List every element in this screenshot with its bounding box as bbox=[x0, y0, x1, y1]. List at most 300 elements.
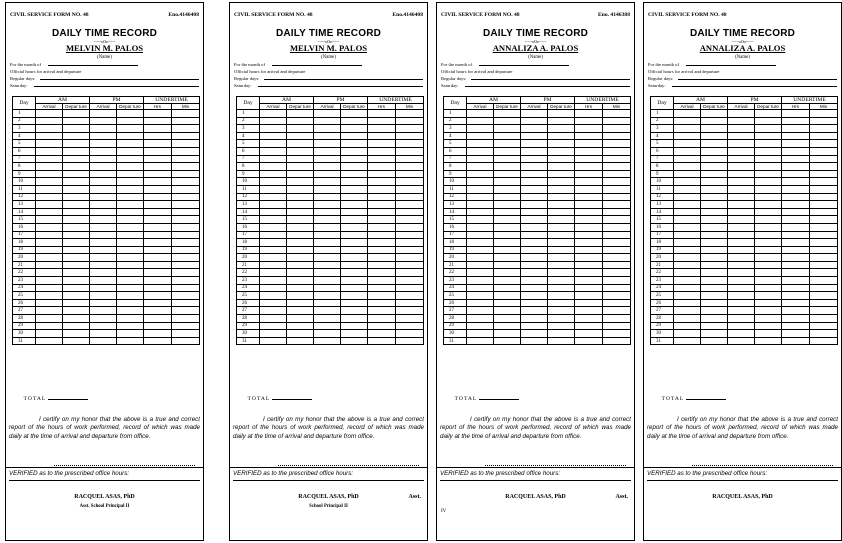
time-cell bbox=[117, 155, 144, 163]
time-cell bbox=[755, 315, 782, 323]
table-row bbox=[13, 299, 200, 307]
time-cell bbox=[144, 216, 172, 224]
time-cell bbox=[314, 155, 341, 163]
month-field bbox=[648, 62, 837, 67]
day-number: 30 bbox=[651, 330, 674, 338]
time-cell bbox=[494, 185, 521, 193]
table-row bbox=[444, 277, 631, 285]
time-cell bbox=[548, 140, 575, 148]
undertime-minutes-header: Min bbox=[396, 104, 424, 110]
table-row bbox=[237, 322, 424, 330]
time-cell bbox=[63, 223, 90, 231]
time-cell bbox=[701, 147, 728, 155]
day-number: 26 bbox=[651, 299, 674, 307]
time-cell bbox=[782, 337, 810, 345]
time-cell bbox=[172, 254, 200, 262]
time-cell bbox=[314, 223, 341, 231]
time-cell bbox=[494, 337, 521, 345]
time-cell bbox=[341, 163, 368, 171]
month-label: For the month of bbox=[648, 62, 680, 67]
time-cell bbox=[782, 178, 810, 186]
regular-days-label: Regular days: bbox=[648, 76, 674, 81]
time-cell bbox=[36, 269, 63, 277]
time-cell bbox=[144, 132, 172, 140]
time-cell bbox=[63, 330, 90, 338]
time-cell bbox=[674, 155, 701, 163]
time-cell bbox=[63, 337, 90, 345]
time-cell bbox=[287, 261, 314, 269]
time-cell bbox=[287, 155, 314, 163]
table-row bbox=[237, 147, 424, 155]
time-cell bbox=[494, 132, 521, 140]
time-cell bbox=[287, 170, 314, 178]
table-row bbox=[237, 284, 424, 292]
time-cell bbox=[521, 337, 548, 345]
time-cell bbox=[701, 315, 728, 323]
day-number: 3 bbox=[13, 125, 36, 133]
table-row bbox=[237, 178, 424, 186]
day-number: 11 bbox=[651, 185, 674, 193]
time-cell bbox=[467, 284, 494, 292]
time-cell bbox=[396, 284, 424, 292]
time-cell bbox=[63, 193, 90, 201]
time-cell bbox=[396, 246, 424, 254]
am-departure-header: Depar ture bbox=[63, 104, 90, 110]
day-number: 27 bbox=[237, 307, 260, 315]
table-row bbox=[444, 132, 631, 140]
day-number: 17 bbox=[237, 231, 260, 239]
time-cell bbox=[701, 110, 728, 118]
day-number: 4 bbox=[13, 132, 36, 140]
time-cell bbox=[63, 170, 90, 178]
day-number: 9 bbox=[651, 170, 674, 178]
name-caption: (Name) bbox=[97, 55, 112, 60]
time-cell bbox=[494, 178, 521, 186]
saturday-field bbox=[648, 83, 837, 88]
time-cell bbox=[674, 208, 701, 216]
time-cell bbox=[674, 110, 701, 118]
time-cell bbox=[728, 193, 755, 201]
time-cell bbox=[314, 231, 341, 239]
time-cell bbox=[728, 185, 755, 193]
time-cell bbox=[575, 322, 603, 330]
signer-position: School Principal II bbox=[309, 504, 348, 509]
time-cell bbox=[467, 117, 494, 125]
time-cell bbox=[755, 178, 782, 186]
table-row bbox=[13, 163, 200, 171]
pm-arrival-header: Arrival bbox=[90, 104, 117, 110]
day-number: 23 bbox=[237, 277, 260, 285]
time-cell bbox=[467, 337, 494, 345]
time-cell bbox=[674, 178, 701, 186]
time-cell bbox=[782, 246, 810, 254]
time-cell bbox=[782, 170, 810, 178]
time-cell bbox=[287, 254, 314, 262]
time-cell bbox=[172, 261, 200, 269]
day-number: 8 bbox=[13, 163, 36, 171]
time-cell bbox=[368, 330, 396, 338]
month-line bbox=[686, 65, 776, 66]
time-cell bbox=[260, 117, 287, 125]
time-cell bbox=[755, 163, 782, 171]
time-cell bbox=[90, 284, 117, 292]
time-cell bbox=[172, 193, 200, 201]
time-cell bbox=[287, 277, 314, 285]
signer-name: RACQUEL ASAS, PhD bbox=[505, 494, 566, 500]
time-cell bbox=[287, 110, 314, 118]
saturday-line bbox=[258, 86, 423, 87]
day-number: 28 bbox=[237, 315, 260, 323]
signer-asst: Asst. bbox=[615, 494, 628, 500]
time-cell bbox=[701, 292, 728, 300]
time-cell bbox=[314, 117, 341, 125]
time-cell bbox=[728, 147, 755, 155]
table-row bbox=[13, 277, 200, 285]
undertime-hours-header: Hrs bbox=[782, 104, 810, 110]
day-number: 3 bbox=[237, 125, 260, 133]
time-cell bbox=[755, 216, 782, 224]
footer-mark: IV bbox=[441, 509, 447, 514]
time-cell bbox=[728, 223, 755, 231]
table-row bbox=[444, 337, 631, 345]
day-number: 21 bbox=[651, 261, 674, 269]
regular-days-line bbox=[471, 79, 630, 80]
time-cell bbox=[314, 284, 341, 292]
total-label: TOTAL bbox=[23, 396, 47, 402]
time-cell bbox=[755, 322, 782, 330]
table-row bbox=[651, 337, 838, 345]
time-cell bbox=[63, 208, 90, 216]
time-cell bbox=[172, 201, 200, 209]
table-row bbox=[237, 307, 424, 315]
time-cell bbox=[117, 208, 144, 216]
time-cell bbox=[36, 178, 63, 186]
undertime-minutes-header: Min bbox=[810, 104, 838, 110]
time-cell bbox=[314, 330, 341, 338]
time-cell bbox=[341, 216, 368, 224]
time-cell bbox=[314, 277, 341, 285]
official-hours-label: Official hours for arrival and departure bbox=[234, 69, 306, 74]
time-cell bbox=[396, 322, 424, 330]
time-cell bbox=[755, 292, 782, 300]
time-cell bbox=[368, 246, 396, 254]
time-cell bbox=[36, 223, 63, 231]
time-cell bbox=[494, 201, 521, 209]
time-cell bbox=[36, 239, 63, 247]
day-header: Day bbox=[444, 97, 467, 110]
saturday-field bbox=[10, 83, 199, 88]
verified-line bbox=[440, 480, 631, 481]
time-cell bbox=[782, 125, 810, 133]
day-number: 8 bbox=[237, 163, 260, 171]
day-number: 6 bbox=[651, 147, 674, 155]
day-number: 11 bbox=[237, 185, 260, 193]
table-row bbox=[444, 223, 631, 231]
time-cell bbox=[314, 178, 341, 186]
day-number: 6 bbox=[237, 147, 260, 155]
time-cell bbox=[341, 140, 368, 148]
time-cell bbox=[396, 315, 424, 323]
time-cell bbox=[260, 239, 287, 247]
time-cell bbox=[810, 254, 838, 262]
table-body bbox=[651, 110, 838, 345]
time-cell bbox=[314, 140, 341, 148]
time-cell bbox=[494, 299, 521, 307]
table-row bbox=[651, 208, 838, 216]
total-label: TOTAL bbox=[247, 396, 271, 402]
table-row bbox=[13, 185, 200, 193]
time-cell bbox=[467, 292, 494, 300]
time-cell bbox=[467, 231, 494, 239]
time-cell bbox=[368, 110, 396, 118]
time-cell bbox=[575, 163, 603, 171]
table-row bbox=[237, 117, 424, 125]
time-cell bbox=[782, 261, 810, 269]
time-cell bbox=[674, 269, 701, 277]
time-cell bbox=[287, 147, 314, 155]
time-cell bbox=[144, 185, 172, 193]
time-cell bbox=[603, 284, 631, 292]
time-cell bbox=[144, 277, 172, 285]
time-cell bbox=[521, 170, 548, 178]
table-row bbox=[651, 322, 838, 330]
time-cell bbox=[782, 315, 810, 323]
time-cell bbox=[603, 110, 631, 118]
time-cell bbox=[117, 185, 144, 193]
time-cell bbox=[810, 155, 838, 163]
time-cell bbox=[172, 239, 200, 247]
time-cell bbox=[548, 125, 575, 133]
time-cell bbox=[467, 330, 494, 338]
time-cell bbox=[494, 254, 521, 262]
time-cell bbox=[701, 330, 728, 338]
time-cell bbox=[674, 231, 701, 239]
time-cell bbox=[728, 140, 755, 148]
time-cell bbox=[674, 185, 701, 193]
dtr-form-3 bbox=[436, 2, 635, 541]
time-cell bbox=[90, 322, 117, 330]
time-cell bbox=[603, 269, 631, 277]
regular-days-label: Regular days: bbox=[10, 76, 36, 81]
day-number: 6 bbox=[444, 147, 467, 155]
time-cell bbox=[521, 110, 548, 118]
time-cell bbox=[782, 299, 810, 307]
table-row bbox=[444, 299, 631, 307]
time-cell bbox=[521, 299, 548, 307]
time-cell bbox=[603, 292, 631, 300]
time-cell bbox=[260, 269, 287, 277]
time-cell bbox=[548, 147, 575, 155]
table-row bbox=[237, 201, 424, 209]
day-number: 20 bbox=[237, 254, 260, 262]
am-header: AM bbox=[467, 97, 521, 104]
time-cell bbox=[575, 193, 603, 201]
time-cell bbox=[701, 163, 728, 171]
time-cell bbox=[810, 322, 838, 330]
month-line bbox=[272, 65, 362, 66]
time-cell bbox=[810, 299, 838, 307]
time-cell bbox=[368, 239, 396, 247]
time-cell bbox=[521, 284, 548, 292]
time-cell bbox=[782, 147, 810, 155]
time-cell bbox=[603, 307, 631, 315]
am-departure-header: Depar ture bbox=[287, 104, 314, 110]
time-cell bbox=[117, 269, 144, 277]
time-cell bbox=[117, 239, 144, 247]
day-number: 24 bbox=[444, 284, 467, 292]
time-cell bbox=[575, 147, 603, 155]
time-cell bbox=[728, 201, 755, 209]
time-cell bbox=[172, 132, 200, 140]
table-row bbox=[444, 147, 631, 155]
day-number: 7 bbox=[444, 155, 467, 163]
time-cell bbox=[575, 185, 603, 193]
day-header: Day bbox=[237, 97, 260, 110]
time-cell bbox=[575, 155, 603, 163]
time-cell bbox=[467, 269, 494, 277]
time-cell bbox=[90, 193, 117, 201]
time-cell bbox=[144, 155, 172, 163]
day-number: 29 bbox=[651, 322, 674, 330]
saturday-label: Saturday: bbox=[648, 83, 666, 88]
time-cell bbox=[548, 337, 575, 345]
time-cell bbox=[728, 216, 755, 224]
time-cell bbox=[260, 307, 287, 315]
time-cell bbox=[467, 208, 494, 216]
day-number: 21 bbox=[13, 261, 36, 269]
day-number: 17 bbox=[651, 231, 674, 239]
official-hours-label: Official hours for arrival and departure bbox=[10, 69, 82, 74]
table-row bbox=[444, 292, 631, 300]
time-cell bbox=[36, 322, 63, 330]
time-cell bbox=[701, 155, 728, 163]
time-cell bbox=[117, 110, 144, 118]
time-cell bbox=[36, 337, 63, 345]
time-cell bbox=[521, 231, 548, 239]
time-cell bbox=[575, 223, 603, 231]
time-cell bbox=[674, 239, 701, 247]
table-row bbox=[237, 254, 424, 262]
time-cell bbox=[755, 117, 782, 125]
time-cell bbox=[782, 193, 810, 201]
time-cell bbox=[144, 223, 172, 231]
time-cell bbox=[90, 147, 117, 155]
time-cell bbox=[172, 185, 200, 193]
total-label: TOTAL bbox=[661, 396, 685, 402]
day-number: 14 bbox=[13, 208, 36, 216]
official-hours-field bbox=[648, 69, 837, 74]
table-row bbox=[13, 315, 200, 323]
table-row bbox=[237, 140, 424, 148]
table-row bbox=[13, 125, 200, 133]
form-header-line bbox=[441, 12, 630, 22]
time-cell bbox=[287, 201, 314, 209]
form-title: DAILY TIME RECORD bbox=[482, 28, 589, 39]
time-cell bbox=[701, 246, 728, 254]
time-cell bbox=[810, 337, 838, 345]
time-cell bbox=[575, 269, 603, 277]
table-row bbox=[651, 110, 838, 118]
time-cell bbox=[172, 163, 200, 171]
time-cell bbox=[36, 231, 63, 239]
day-number: 1 bbox=[444, 110, 467, 118]
regular-days-field bbox=[648, 76, 837, 81]
time-cell bbox=[144, 147, 172, 155]
time-cell bbox=[144, 117, 172, 125]
table-row bbox=[237, 155, 424, 163]
time-cell bbox=[287, 125, 314, 133]
table-row bbox=[651, 193, 838, 201]
name-caption: (Name) bbox=[528, 55, 543, 60]
time-cell bbox=[782, 254, 810, 262]
time-cell bbox=[755, 239, 782, 247]
day-number: 29 bbox=[13, 322, 36, 330]
time-cell bbox=[36, 330, 63, 338]
time-cell bbox=[810, 170, 838, 178]
dtr-form-2 bbox=[229, 2, 428, 541]
time-cell bbox=[63, 307, 90, 315]
time-cell bbox=[396, 269, 424, 277]
day-number: 20 bbox=[13, 254, 36, 262]
day-number: 21 bbox=[444, 261, 467, 269]
time-cell bbox=[701, 193, 728, 201]
day-number: 24 bbox=[13, 284, 36, 292]
time-cell bbox=[341, 193, 368, 201]
time-cell bbox=[782, 322, 810, 330]
time-cell bbox=[341, 117, 368, 125]
time-cell bbox=[90, 208, 117, 216]
time-cell bbox=[260, 110, 287, 118]
table-body bbox=[13, 110, 200, 345]
section-divider bbox=[644, 467, 841, 468]
regular-days-line bbox=[264, 79, 423, 80]
time-cell bbox=[144, 178, 172, 186]
day-number: 5 bbox=[13, 140, 36, 148]
time-cell bbox=[728, 117, 755, 125]
time-cell bbox=[396, 193, 424, 201]
day-number: 19 bbox=[651, 246, 674, 254]
time-cell bbox=[396, 132, 424, 140]
name-caption: (Name) bbox=[321, 55, 336, 60]
table-row bbox=[444, 193, 631, 201]
day-number: 19 bbox=[237, 246, 260, 254]
time-cell bbox=[90, 178, 117, 186]
time-cell bbox=[36, 125, 63, 133]
time-cell bbox=[521, 185, 548, 193]
time-cell bbox=[782, 284, 810, 292]
time-cell bbox=[755, 147, 782, 155]
time-cell bbox=[63, 185, 90, 193]
time-cell bbox=[521, 216, 548, 224]
day-number: 4 bbox=[651, 132, 674, 140]
time-cell bbox=[494, 330, 521, 338]
pm-arrival-header: Arrival bbox=[521, 104, 548, 110]
time-cell bbox=[467, 170, 494, 178]
time-cell bbox=[36, 185, 63, 193]
time-cell bbox=[368, 223, 396, 231]
time-cell bbox=[117, 140, 144, 148]
time-cell bbox=[548, 261, 575, 269]
time-cell bbox=[674, 292, 701, 300]
time-cell bbox=[674, 147, 701, 155]
time-cell bbox=[521, 254, 548, 262]
time-cell bbox=[314, 147, 341, 155]
pm-arrival-header: Arrival bbox=[314, 104, 341, 110]
time-cell bbox=[575, 132, 603, 140]
signer-block bbox=[437, 494, 634, 504]
day-number: 18 bbox=[13, 239, 36, 247]
day-number: 4 bbox=[237, 132, 260, 140]
